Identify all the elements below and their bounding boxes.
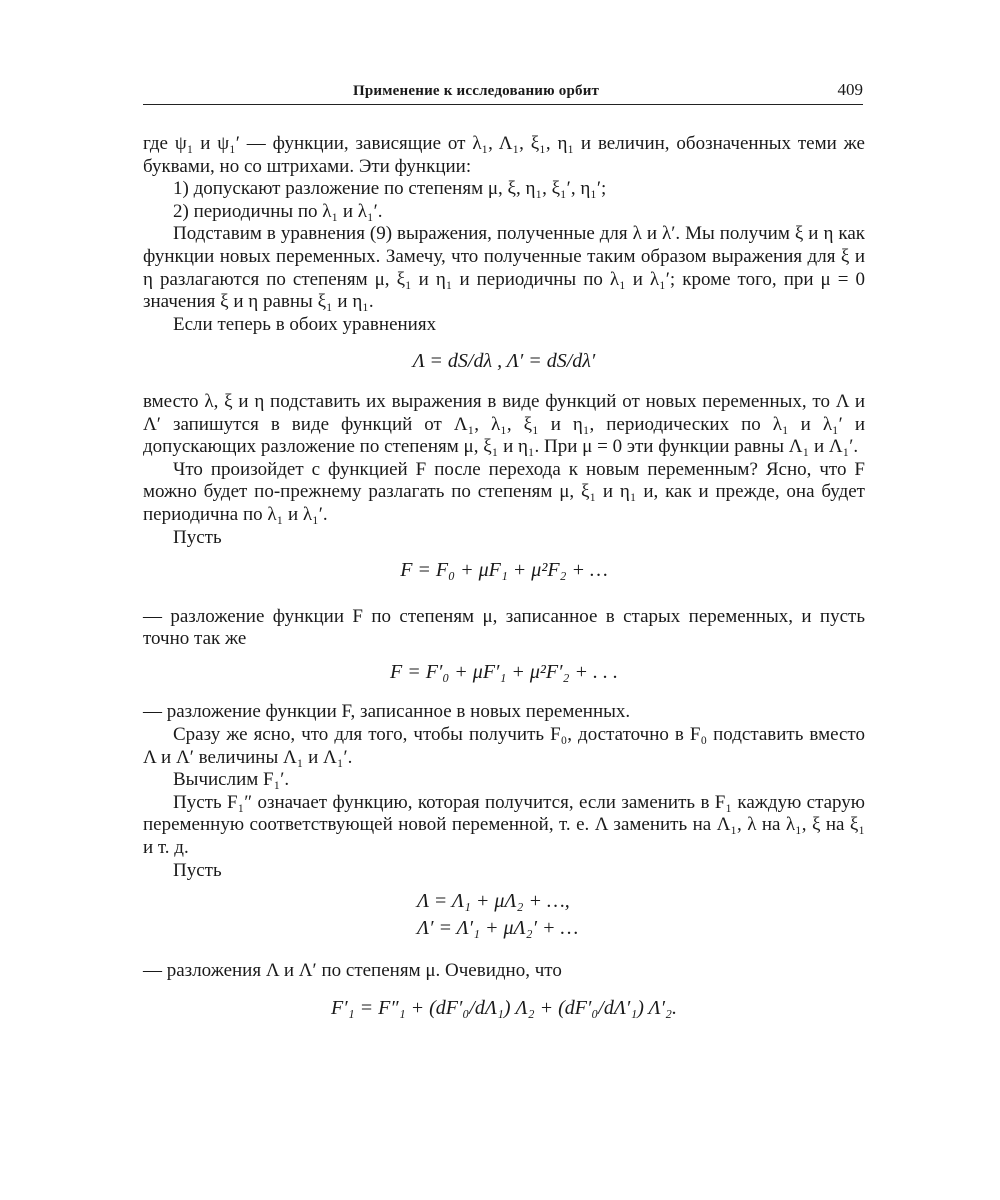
equation-line: Λ = Λ₁ + μΛ₂ + …, [417, 890, 570, 913]
list-item: 1) допускают разложение по степеням μ, ξ, η₁, ξ₁′, η₁′; [173, 178, 607, 200]
paragraph: где ψ₁ и ψ₁′ — функции, зависящие от λ₁, Λ₁, ξ₁, η₁ и величин, обозначенных теми же буквами, но со штрихами. Эти функции: [143, 133, 865, 177]
page-number: 409 [837, 80, 863, 99]
paragraph: Подставим в уравнения (9) выражения, полученные для λ и λ′. Мы получим ξ и η как функции новых переменных. Замечу, что полученные таким образом выражения для ξ и η разлагаются по степеням μ, ξ₁ и η₁ и периодичны по λ₁ и λ₁′; кроме того, при μ = 0 значения ξ и η равны ξ₁ и η₁. [143, 223, 865, 313]
paragraph: Пусть [173, 526, 222, 548]
equation-system [227, 888, 865, 942]
paragraph: Сразу же ясно, что для того, чтобы получить F₀, достаточно в F₀ подставить вместо Λ и Λ′ величины Λ₁ и Λ₁′. [143, 724, 865, 768]
paragraph: вместо λ, ξ и η подставить их выражения в виде функций от новых переменных, то Λ и Λ′ запишутся в виде функций от Λ₁, λ₁, ξ₁ и η₁, периодических по λ₁ и λ₁′ и допускающих разложение по степеням μ, ξ₁ и η₁. При μ = 0 эти функции равны Λ₁ и Λ₁′. [143, 390, 865, 458]
equation: F′₁ = F″₁ + (dF′₀/dΛ₁) Λ₂ + (dF′₀/dΛ′₁) Λ′₂. [331, 996, 677, 1019]
paragraph: Что произойдет с функцией F после перехода к новым переменным? Ясно, что F можно будет по-прежнему разлагать по степеням μ, ξ₁ и η₁ и, как и прежде, она будет периодична по λ₁ и λ₁′. [143, 458, 865, 525]
running-header [143, 80, 863, 105]
paragraph: Пусть F₁″ означает функцию, которая получится, если заменить в F₁ каждую старую переменную соответствующей новой переменной, т. е. Λ заменить на Λ₁, λ на λ₁, ξ на ξ₁ и т. д. [143, 791, 865, 859]
list-item: 2) периодичны по λ₁ и λ₁′. [173, 200, 383, 222]
main-text [143, 133, 865, 1019]
paragraph: — разложение функции F, записанное в новых переменных. [143, 701, 631, 723]
equation: F = F′₀ + μF′₁ + μ²F′₂ + . . . [390, 660, 618, 683]
equation: F = F₀ + μF₁ + μ²F₂ + … [400, 559, 608, 582]
paragraph: Если теперь в обоих уравнениях [173, 313, 437, 335]
paragraph: — разложение функции F по степеням μ, записанное в старых переменных, и пусть точно так же [143, 605, 865, 650]
header-title: Применение к исследованию орбит [353, 83, 600, 99]
paragraph: — разложения Λ и Λ′ по степеням μ. Очевидно, что [143, 960, 562, 982]
paragraph: Пусть [173, 859, 222, 881]
equation-line: Λ′ = Λ′₁ + μΛ₂′ + … [417, 917, 579, 940]
paragraph: Вычислим F₁′. [173, 769, 290, 791]
equation: Λ = dS/dλ , Λ′ = dS/dλ′ [412, 350, 596, 373]
